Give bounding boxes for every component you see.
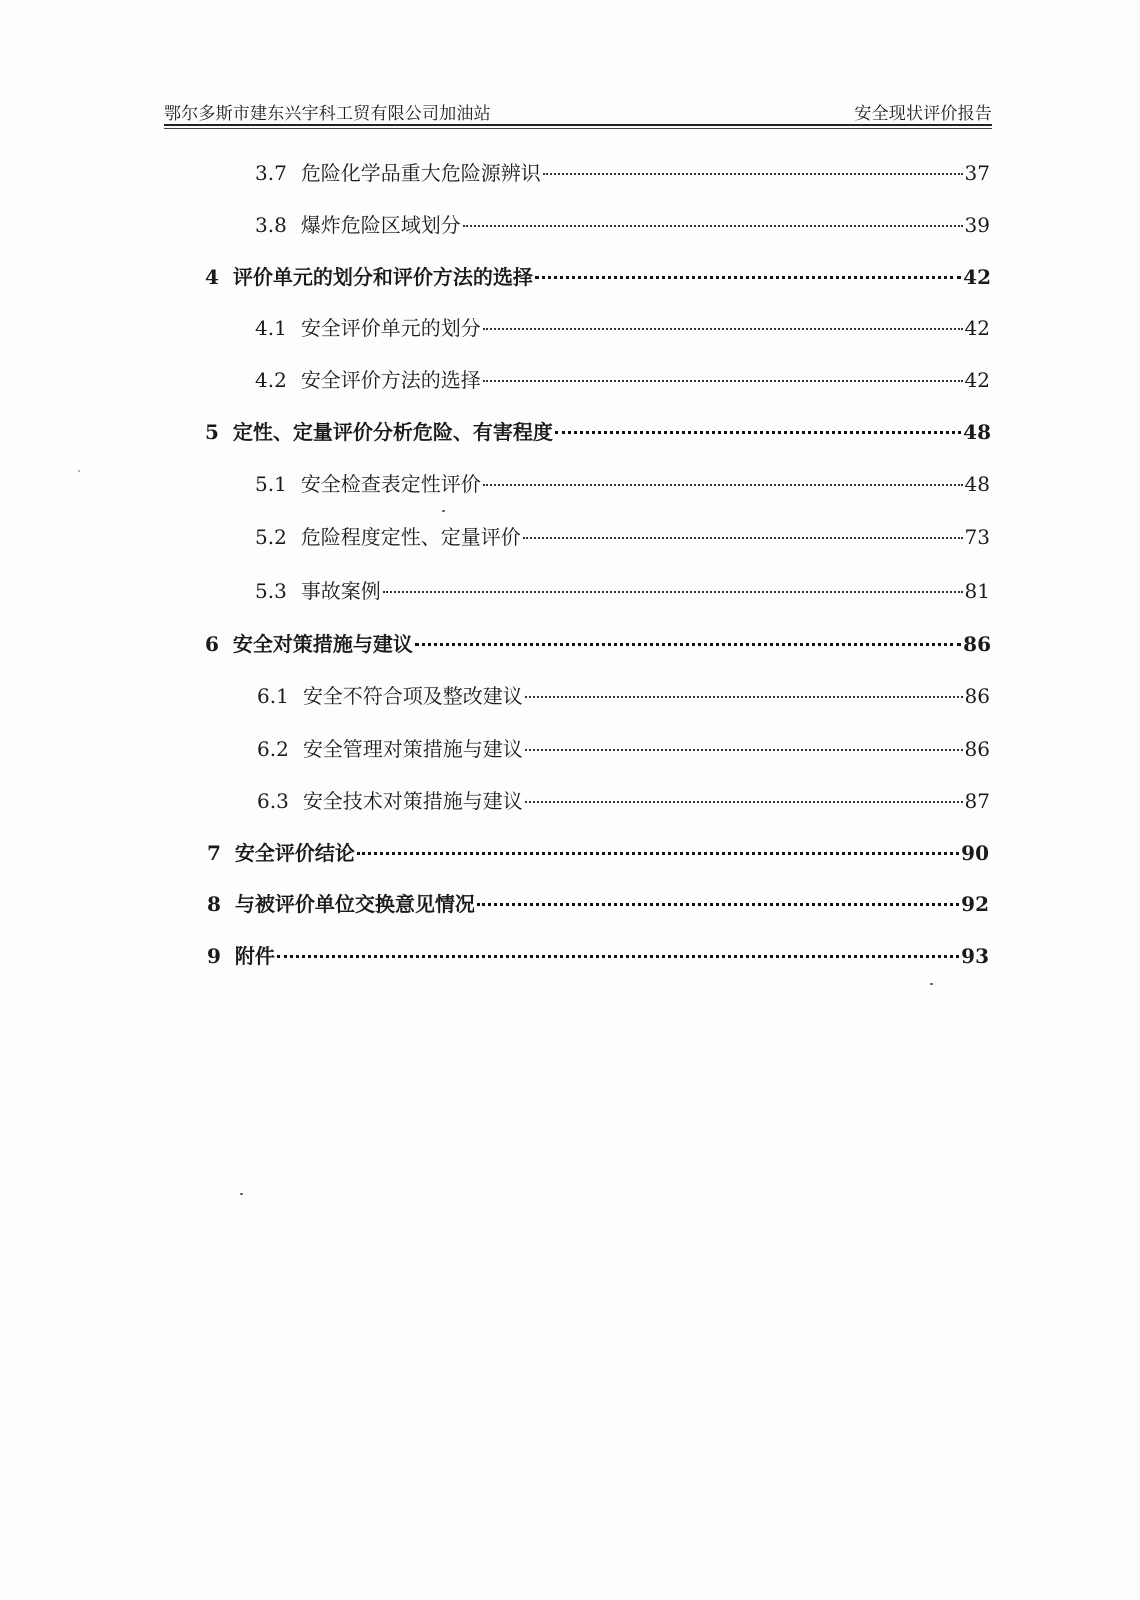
page-header	[164, 96, 992, 124]
toc-dot-leader	[555, 431, 961, 434]
toc-entry-title: 危险程度定性、定量评价	[300, 525, 521, 549]
toc-entry[interactable]	[255, 576, 990, 606]
toc-entry[interactable]	[255, 313, 990, 343]
toc-entry-title: 与被评价单位交换意见情况	[234, 892, 475, 916]
header-company-name: 鄂尔多斯市建东兴宇科工贸有限公司加油站	[164, 104, 491, 124]
toc-entry-title: 定性、定量评价分析危险、有害程度	[232, 420, 553, 444]
toc-entry-number: 5.2	[255, 525, 287, 549]
toc-entry-title: 评价单元的划分和评价方法的选择	[232, 265, 533, 289]
toc-entry[interactable]	[255, 365, 990, 395]
toc-entry-number: 5	[205, 420, 219, 444]
toc-entry-number: 8	[207, 892, 221, 916]
toc-dot-leader	[463, 225, 963, 227]
toc-entry-page: 86	[963, 632, 991, 656]
toc-dot-leader	[415, 643, 961, 646]
toc-entry[interactable]	[205, 262, 991, 292]
toc-entry-number: 6.3	[257, 789, 289, 813]
scan-speck	[78, 470, 80, 472]
toc-entry-page: 39	[964, 213, 990, 237]
toc-entry[interactable]	[205, 417, 991, 447]
toc-entry-page: 81	[964, 579, 990, 603]
toc-entry-number: 6.1	[257, 684, 289, 708]
toc-entry[interactable]	[255, 158, 990, 188]
toc-entry-title: 安全评价方法的选择	[300, 368, 481, 392]
toc-dot-leader	[523, 537, 963, 539]
toc-entry-number: 6.2	[257, 737, 289, 761]
toc-entry[interactable]	[207, 838, 989, 868]
toc-entry-title: 附件	[234, 944, 275, 968]
toc-entry-number: 4.1	[255, 316, 287, 340]
toc-entry-title: 爆炸危险区域划分	[300, 213, 461, 237]
toc-dot-leader	[383, 591, 963, 593]
toc-entry-number: 3.8	[255, 213, 287, 237]
toc-entry-page: 48	[964, 472, 990, 496]
toc-dot-leader	[525, 749, 963, 751]
toc-entry-number: 7	[207, 841, 221, 865]
toc-dot-leader	[535, 276, 961, 279]
toc-entry-number: 6	[205, 632, 219, 656]
toc-entry-title: 事故案例	[300, 579, 381, 603]
toc-entry-title: 安全技术对策措施与建议	[302, 789, 523, 813]
toc-entry[interactable]	[257, 734, 990, 764]
toc-entry-page: 93	[961, 944, 989, 968]
toc-entry[interactable]	[257, 681, 990, 711]
toc-entry[interactable]	[255, 469, 990, 499]
toc-entry-title: 安全对策措施与建议	[232, 632, 413, 656]
toc-entry-title: 安全管理对策措施与建议	[302, 737, 523, 761]
toc-entry-page: 48	[963, 420, 991, 444]
toc-entry-page: 90	[961, 841, 989, 865]
toc-dot-leader	[525, 696, 963, 698]
toc-dot-leader	[483, 380, 963, 382]
toc-entry-number: 5.1	[255, 472, 287, 496]
toc-dot-leader	[483, 484, 963, 486]
toc-dot-leader	[483, 328, 963, 330]
scan-speck	[930, 983, 933, 985]
toc-entry-number: 4.2	[255, 368, 287, 392]
toc-entry-number: 9	[207, 944, 221, 968]
toc-entry-page: 42	[964, 368, 990, 392]
header-report-title: 安全现状评价报告	[854, 104, 992, 124]
toc-entry-page: 87	[964, 789, 990, 813]
toc-entry-page: 37	[964, 161, 990, 185]
toc-entry-title: 安全评价结论	[234, 841, 355, 865]
toc-entry-page: 86	[964, 737, 990, 761]
scan-speck	[240, 1193, 243, 1195]
toc-entry-title: 安全不符合项及整改建议	[302, 684, 523, 708]
toc-dot-leader	[277, 955, 959, 958]
toc-entry-page: 86	[964, 684, 990, 708]
toc-dot-leader	[525, 801, 963, 803]
toc-dot-leader	[543, 173, 963, 175]
toc-entry[interactable]	[255, 210, 990, 240]
toc-dot-leader	[357, 852, 959, 855]
toc-entry-number: 5.3	[255, 579, 287, 603]
toc-entry-title: 危险化学品重大危险源辨识	[300, 161, 541, 185]
toc-entry-number: 4	[205, 265, 219, 289]
toc-entry[interactable]	[255, 522, 990, 552]
toc-dot-leader	[477, 903, 959, 906]
toc-entry-title: 安全检查表定性评价	[300, 472, 481, 496]
toc-entry-number: 3.7	[255, 161, 287, 185]
header-rule-thin	[164, 128, 992, 129]
toc-entry-title: 安全评价单元的划分	[300, 316, 481, 340]
toc-entry[interactable]	[205, 629, 991, 659]
toc-entry[interactable]	[207, 889, 989, 919]
toc-entry[interactable]	[257, 786, 990, 816]
header-rule	[164, 124, 992, 126]
toc-entry[interactable]	[207, 941, 989, 971]
toc-entry-page: 42	[964, 316, 990, 340]
toc-entry-page: 73	[964, 525, 990, 549]
toc-entry-page: 42	[963, 265, 991, 289]
toc-entry-page: 92	[961, 892, 989, 916]
scan-speck	[442, 510, 445, 512]
